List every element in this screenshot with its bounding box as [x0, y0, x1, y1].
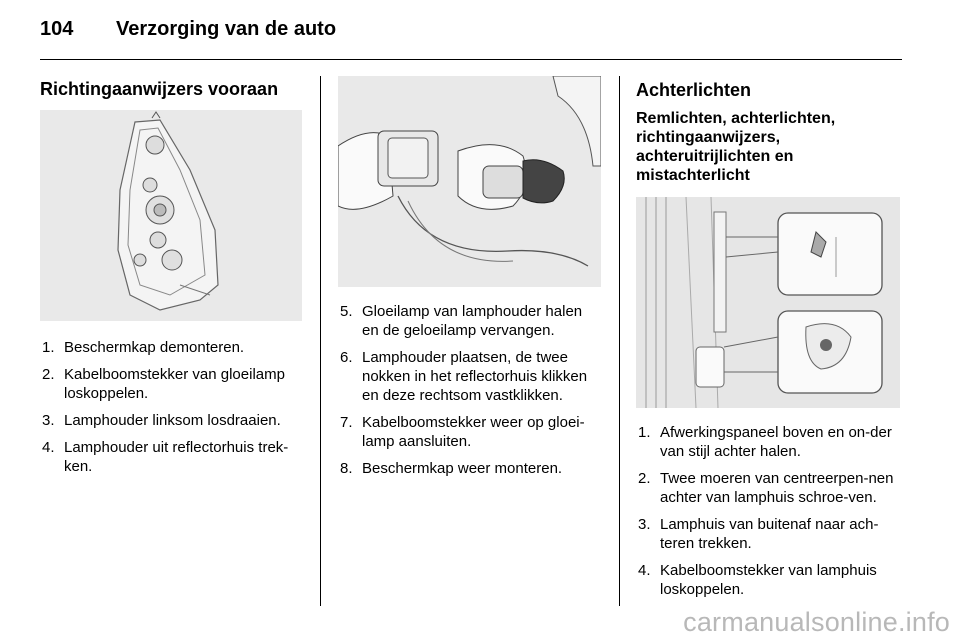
watermark: carmanualsonline.info [683, 607, 950, 637]
column-divider-2 [619, 76, 620, 606]
headlamp-figure [40, 110, 302, 321]
step-item: 1. Afwerkingspaneel boven en on-der van stijl achter halen. [638, 424, 892, 460]
bulb-replacement-steps [338, 302, 602, 478]
column-divider-1 [320, 76, 321, 606]
headlamp-illustration [40, 110, 302, 321]
rear-lights-heading: Achterlichten [636, 80, 752, 100]
step-item: 4. Lamphouder uit reflectorhuis trek-ken. [42, 439, 289, 475]
bulb-illustration [338, 76, 601, 287]
front-indicators-heading: Richtingaanwijzers vooraan [40, 79, 279, 99]
step-item: 3. Lamphuis van buitenaf naar ach-teren trekken. [638, 516, 879, 552]
step-item: 2. Kabelboomstekker van gloeilamp loskoppelen. [42, 366, 285, 402]
step-item: 3. Lamphouder linksom losdraaien. [42, 412, 281, 429]
step-item: 7. Kabelboomstekker weer op gloei-lamp aansluiten. [340, 414, 585, 450]
step-item: 8. Beschermkap weer monteren. [340, 460, 563, 477]
column-1 [40, 76, 304, 484]
rear-lights-subheading: Remlichten, achterlichten, richtingaanwijzers, achteruitrijlichten en mistachterlicht [636, 110, 836, 184]
page-header [40, 18, 902, 58]
front-indicators-steps [40, 338, 304, 476]
header-rule [40, 59, 902, 60]
step-item: 5. Gloeilamp van lamphouder halen en de geloeilamp vervangen. [340, 303, 583, 339]
bulb-replacement-figure [338, 76, 601, 287]
step-item: 4. Kabelboomstekker van lamphuis loskoppelen. [638, 562, 877, 598]
page-number: 104 [40, 18, 74, 40]
column-3 [636, 76, 902, 607]
rear-lamp-illustration [636, 197, 900, 408]
rear-lights-steps [636, 423, 902, 599]
rear-lamp-figure [636, 197, 900, 408]
step-item: 6. Lamphouder plaatsen, de twee nokken in het reflectorhuis klikken en deze rechtsom vastklikken. [340, 349, 588, 404]
section-title: Verzorging van de auto [116, 18, 337, 40]
step-item: 2. Twee moeren van centreerpen-nen achter van lamphuis schroe-ven. [638, 470, 894, 506]
step-item: 1. Beschermkap demonteren. [42, 339, 245, 356]
column-2 [338, 76, 602, 486]
